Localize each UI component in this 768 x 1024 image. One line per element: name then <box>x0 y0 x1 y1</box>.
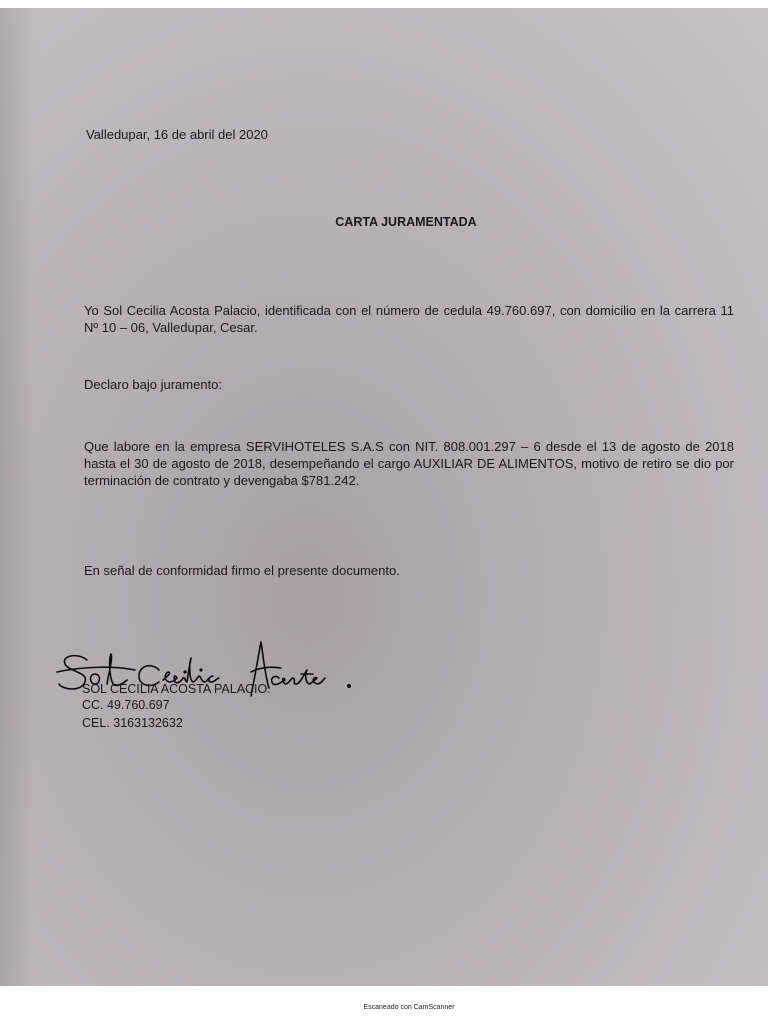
scanned-page <box>0 8 768 986</box>
declaration-intro: Declaro bajo juramento: <box>84 377 223 392</box>
identity-paragraph: Yo Sol Cecilia Acosta Palacio, identificada con el número de cedula 49.760.697, con domicilio en la carrera 11 Nº 10 – 06, Valledupar, Cesar. <box>84 303 734 335</box>
signer-id: CC. 49.760.697 <box>82 698 170 712</box>
handwritten-signature <box>55 636 375 706</box>
signer-name: SOL CECILIA ACOSTA PALACIO. <box>82 682 271 696</box>
document-title: CARTA JURAMENTADA <box>335 215 477 229</box>
date-line: Valledupar, 16 de abril del 2020 <box>86 127 268 142</box>
conformity-line: En señal de conformidad firmo el presente documento. <box>84 563 400 578</box>
scanner-credit: Escaneado con CamScanner <box>363 1004 455 1011</box>
statement-paragraph: Que labore en la empresa SERVIHOTELES S.A.S con NIT. 808.001.297 – 6 desde el 13 de agosto de 2018 hasta el 30 de agosto de 2018, desempeñando el cargo AUXILIAR DE ALIMENTOS, motivo de retiro se dio por terminación de contrato y devengaba $781.242. <box>84 439 734 488</box>
signer-phone: CEL. 3163132632 <box>82 716 183 730</box>
